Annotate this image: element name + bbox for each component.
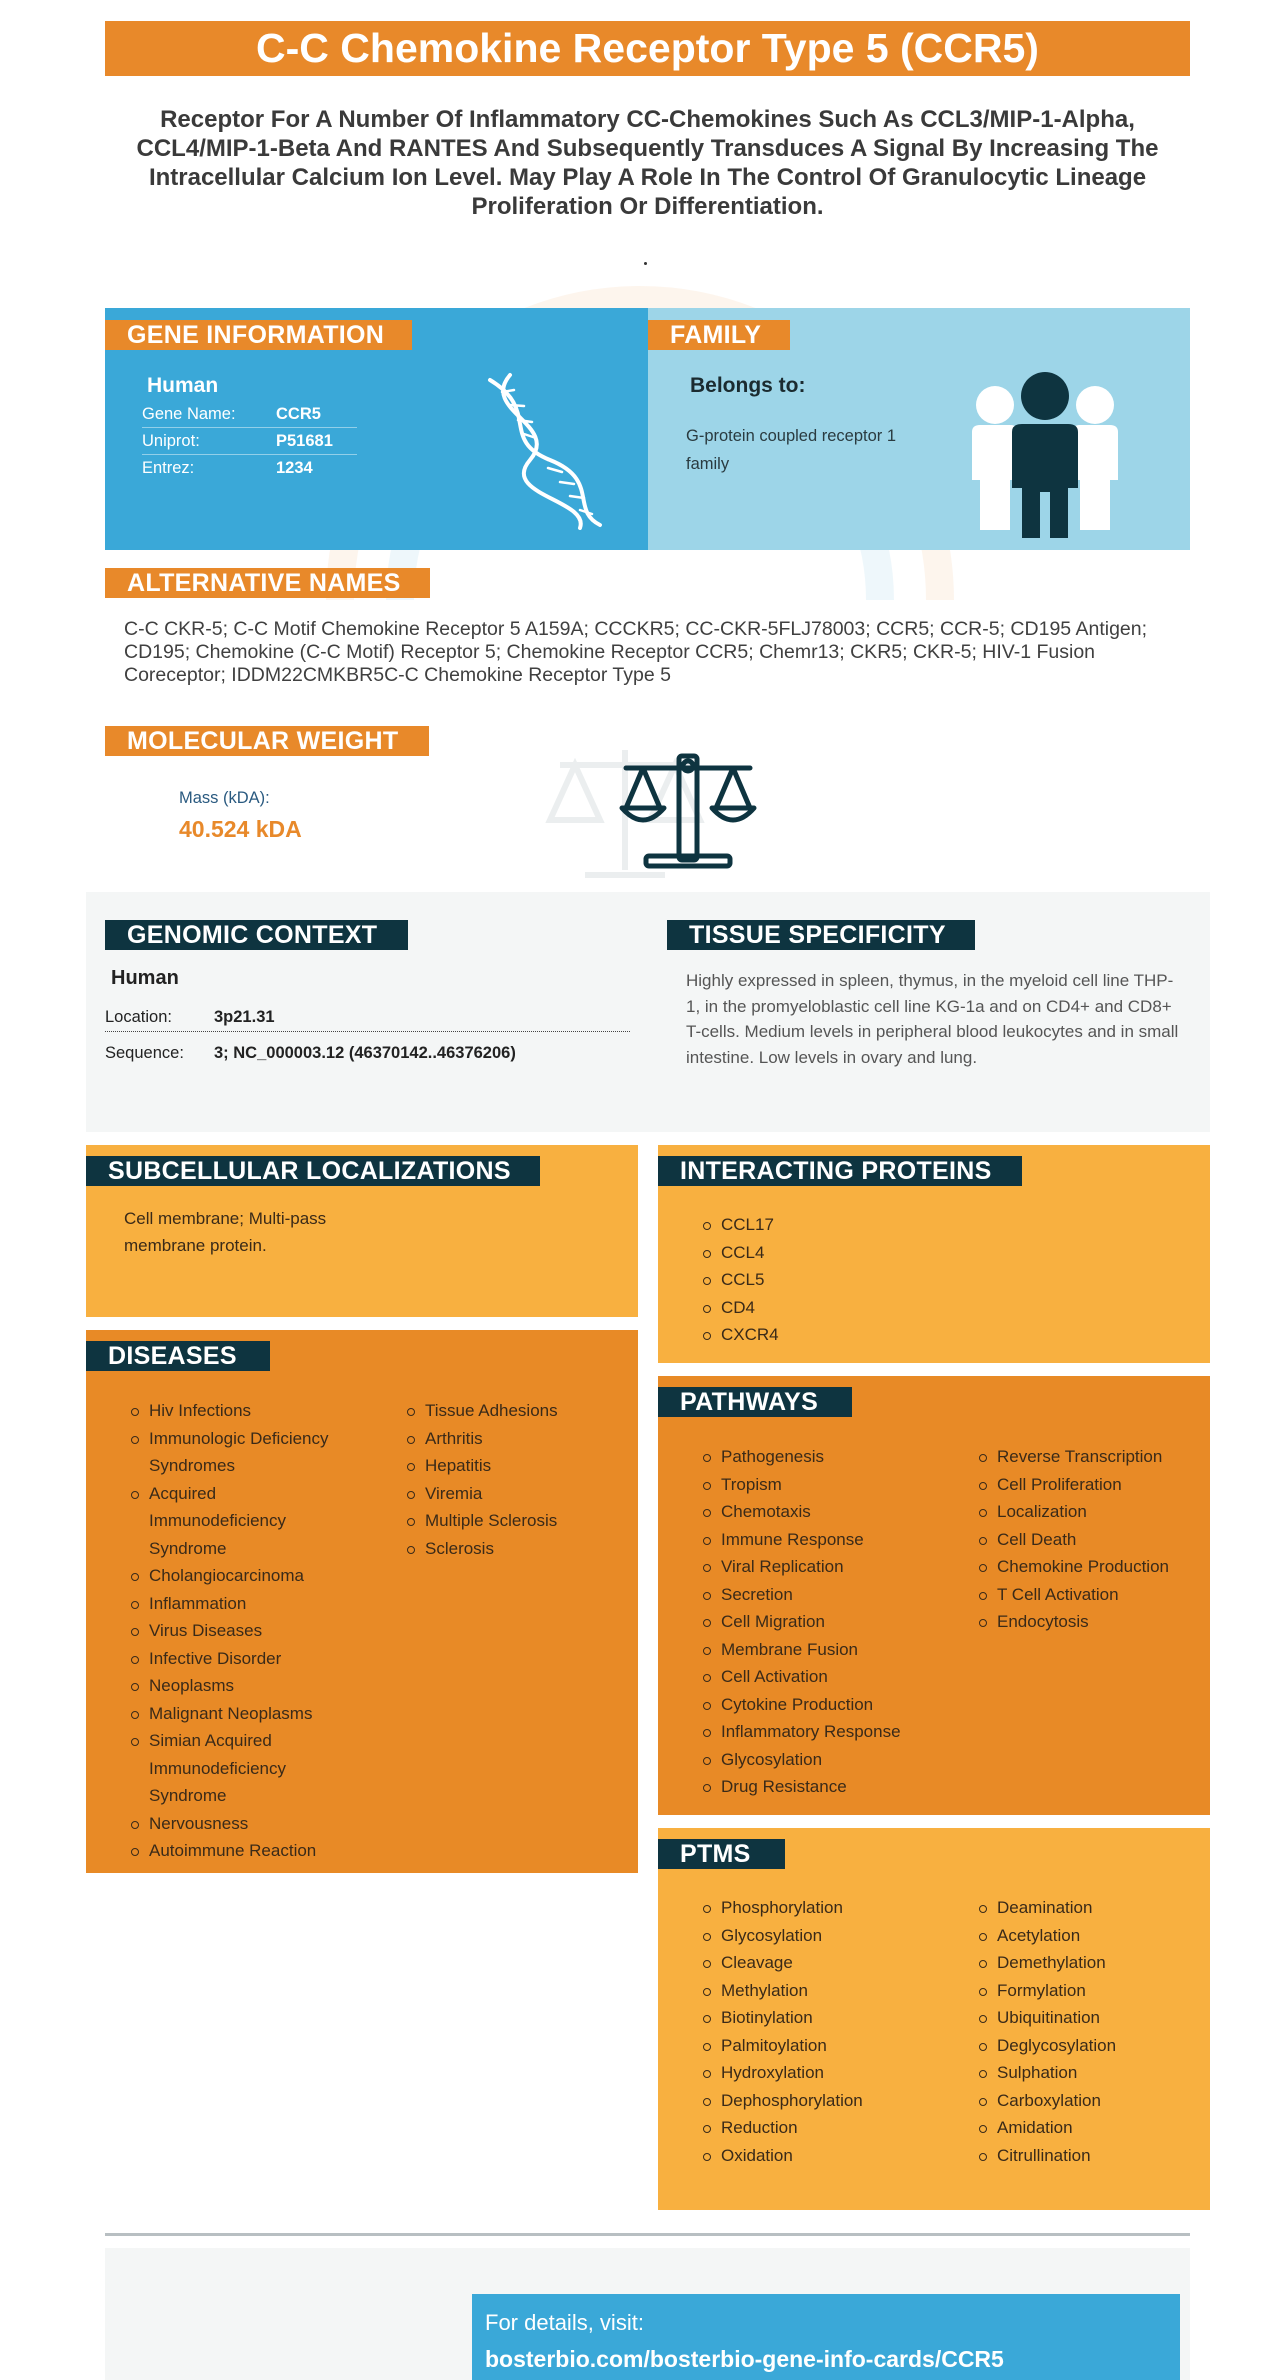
list-item: Demethylation	[997, 1949, 1197, 1977]
list-item: Ubiquitination	[997, 2004, 1197, 2032]
list-item: Multiple Sclerosis	[425, 1507, 625, 1535]
gene-info-species: Human	[147, 374, 219, 397]
genomic-location-label: Location:	[105, 1008, 172, 1026]
list-item: Biotinylation	[721, 2004, 961, 2032]
mass-value: 40.524 kDA	[179, 816, 302, 842]
list-item: Palmitoylation	[721, 2032, 961, 2060]
list-item: Dephosphorylation	[721, 2087, 961, 2115]
list-item: Secretion	[721, 1581, 961, 1609]
list-item: Glycosylation	[721, 1922, 961, 1950]
list-item: Oxidation	[721, 2142, 961, 2170]
family-belongs-label: Belongs to:	[690, 374, 806, 397]
list-item: CCL5	[721, 1266, 779, 1294]
list-item: Acquired Immunodeficiency Syndrome	[149, 1480, 309, 1563]
scale-icon	[618, 752, 758, 870]
gene-info-key: Gene Name:	[142, 405, 236, 423]
list-item: Formylation	[997, 1977, 1197, 2005]
alternative-names-heading: ALTERNATIVE NAMES	[105, 568, 430, 598]
interacting-proteins-list	[721, 1211, 779, 1349]
genomic-context-heading: GENOMIC CONTEXT	[105, 920, 408, 950]
family-text: G-protein coupled receptor 1 family	[686, 427, 897, 473]
subcellular-text: Cell membrane; Multi-pass membrane protein.	[124, 1209, 327, 1255]
tissue-specificity-text: Highly expressed in spleen, thymus, in the myeloid cell line THP-1, in the promyeloblastic cell line KG-1a and on CD4+ and CD8+ T-cells. Medium levels in peripheral blood leukocytes and in small intestine. Low levels in ovary and lung.	[686, 971, 1179, 1067]
pathways-list-col1	[721, 1443, 961, 1801]
list-item: Deglycosylation	[997, 2032, 1197, 2060]
genomic-sequence-row	[105, 1038, 630, 1068]
dna-icon	[480, 370, 610, 530]
list-item: CCL4	[721, 1239, 779, 1267]
list-item: Virus Diseases	[149, 1617, 349, 1645]
page-subtitle: Receptor For A Number Of Inflammatory CC-Chemokines Such As CCL3/MIP-1-Alpha, CCL4/MIP-1-Beta And RANTES And Subsequently Transduces A Signal By Increasing The Intracellular Calcium Ion Level. May Play A Role In The Control Of Granulocytic Lineage Proliferation Or Differentiation.	[136, 106, 1159, 220]
subcellular-heading: SUBCELLULAR LOCALIZATIONS	[86, 1156, 540, 1186]
list-item: Endocytosis	[997, 1608, 1197, 1636]
list-item: Methylation	[721, 1977, 961, 2005]
interacting-proteins-heading: INTERACTING PROTEINS	[658, 1156, 1022, 1186]
details-link-box[interactable]	[472, 2294, 1180, 2380]
list-item: Phosphorylation	[721, 1894, 961, 1922]
list-item: Immune Response	[721, 1526, 961, 1554]
gene-info-value: P51681	[276, 432, 333, 450]
list-item: Carboxylation	[997, 2087, 1197, 2115]
ptms-heading: PTMS	[658, 1839, 785, 1869]
list-item: Immunologic Deficiency Syndromes	[149, 1425, 349, 1480]
list-item: Autoimmune Reaction	[149, 1837, 349, 1865]
gene-info-row	[142, 428, 357, 455]
list-item: Glycosylation	[721, 1746, 961, 1774]
details-link[interactable]: bosterbio.com/bosterbio-gene-info-cards/CCR5	[485, 2346, 1004, 2372]
list-item: Arthritis	[425, 1425, 625, 1453]
list-item: Hiv Infections	[149, 1397, 349, 1425]
list-item: Cytokine Production	[721, 1691, 961, 1719]
list-item: Reverse Transcription	[997, 1443, 1197, 1471]
list-item: Deamination	[997, 1894, 1197, 1922]
list-item: Localization	[997, 1498, 1197, 1526]
list-item: Malignant Neoplasms	[149, 1700, 349, 1728]
family-heading: FAMILY	[648, 320, 790, 350]
gene-info-value: CCR5	[276, 405, 321, 423]
list-item: Neoplasms	[149, 1672, 349, 1700]
list-item: Acetylation	[997, 1922, 1197, 1950]
list-item: Viremia	[425, 1480, 625, 1508]
list-item: Membrane Fusion	[721, 1636, 961, 1664]
genomic-sequence-label: Sequence:	[105, 1044, 184, 1062]
genomic-species: Human	[111, 967, 179, 989]
list-item: Chemokine Production	[997, 1553, 1197, 1581]
list-item: Amidation	[997, 2114, 1197, 2142]
list-item: Viral Replication	[721, 1553, 961, 1581]
mass-label: Mass (kDA):	[179, 789, 270, 807]
list-item: Tropism	[721, 1471, 961, 1499]
list-item: Inflammation	[149, 1590, 349, 1618]
list-item: Drug Resistance	[721, 1773, 961, 1801]
list-item: Cell Activation	[721, 1663, 961, 1691]
diseases-list-col1	[149, 1397, 349, 1865]
list-item: Hepatitis	[425, 1452, 625, 1480]
ptms-list-col1	[721, 1894, 961, 2169]
details-label: For details, visit:	[485, 2310, 644, 2335]
list-item: Inflammatory Response	[721, 1718, 961, 1746]
list-item: Hydroxylation	[721, 2059, 961, 2087]
list-item: Reduction	[721, 2114, 961, 2142]
list-item: CXCR4	[721, 1321, 779, 1349]
genomic-sequence-value: 3; NC_000003.12 (46370142..46376206)	[214, 1044, 516, 1062]
diseases-list-col2	[425, 1397, 625, 1562]
list-item: Tissue Adhesions	[425, 1397, 625, 1425]
footer-divider	[105, 2233, 1190, 2236]
people-icon	[970, 370, 1120, 540]
diseases-heading: DISEASES	[86, 1341, 270, 1371]
list-item: Cleavage	[721, 1949, 961, 1977]
pathways-list-col2	[997, 1443, 1197, 1636]
list-item: Cholangiocarcinoma	[149, 1562, 349, 1590]
gene-info-key: Uniprot:	[142, 432, 200, 450]
gene-info-row	[142, 401, 357, 428]
list-item: Infective Disorder	[149, 1645, 349, 1673]
alternative-names-text: C-C CKR-5; C-C Motif Chemokine Receptor 5 A159A; CCCKR5; CC-CKR-5FLJ78003; CCR5; CCR-5; CD195 Antigen; CD195; Chemokine (C-C Motif) Receptor 5; Chemokine Receptor CCR5; Chemr13; CKR5; CKR-5; HIV-1 Fusion Coreceptor; IDDM22CMKBR5C-C Chemokine Receptor Type 5	[124, 618, 1148, 686]
list-item: T Cell Activation	[997, 1581, 1197, 1609]
list-item: Sclerosis	[425, 1535, 625, 1563]
gene-information-heading: GENE INFORMATION	[105, 320, 412, 350]
list-item: Simian Acquired Immunodeficiency Syndrome	[149, 1727, 314, 1810]
gene-info-value: 1234	[276, 459, 313, 477]
center-dot	[644, 262, 647, 265]
list-item: Nervousness	[149, 1810, 349, 1838]
tissue-specificity-heading: TISSUE SPECIFICITY	[667, 920, 975, 950]
list-item: Cell Death	[997, 1526, 1197, 1554]
list-item: Citrullination	[997, 2142, 1197, 2170]
list-item: Sulphation	[997, 2059, 1197, 2087]
list-item: Cell Proliferation	[997, 1471, 1197, 1499]
gene-info-row	[142, 455, 357, 482]
genomic-location-row	[105, 1002, 630, 1032]
ptms-list-col2	[997, 1894, 1197, 2169]
list-item: Cell Migration	[721, 1608, 961, 1636]
list-item: Chemotaxis	[721, 1498, 961, 1526]
list-item: CCL17	[721, 1211, 779, 1239]
pathways-heading: PATHWAYS	[658, 1387, 852, 1417]
list-item: Pathogenesis	[721, 1443, 961, 1471]
gene-info-key: Entrez:	[142, 459, 195, 477]
molecular-weight-heading: MOLECULAR WEIGHT	[105, 726, 429, 756]
page-title: C-C Chemokine Receptor Type 5 (CCR5)	[105, 21, 1190, 76]
list-item: CD4	[721, 1294, 779, 1322]
genomic-location-value: 3p21.31	[214, 1008, 275, 1026]
